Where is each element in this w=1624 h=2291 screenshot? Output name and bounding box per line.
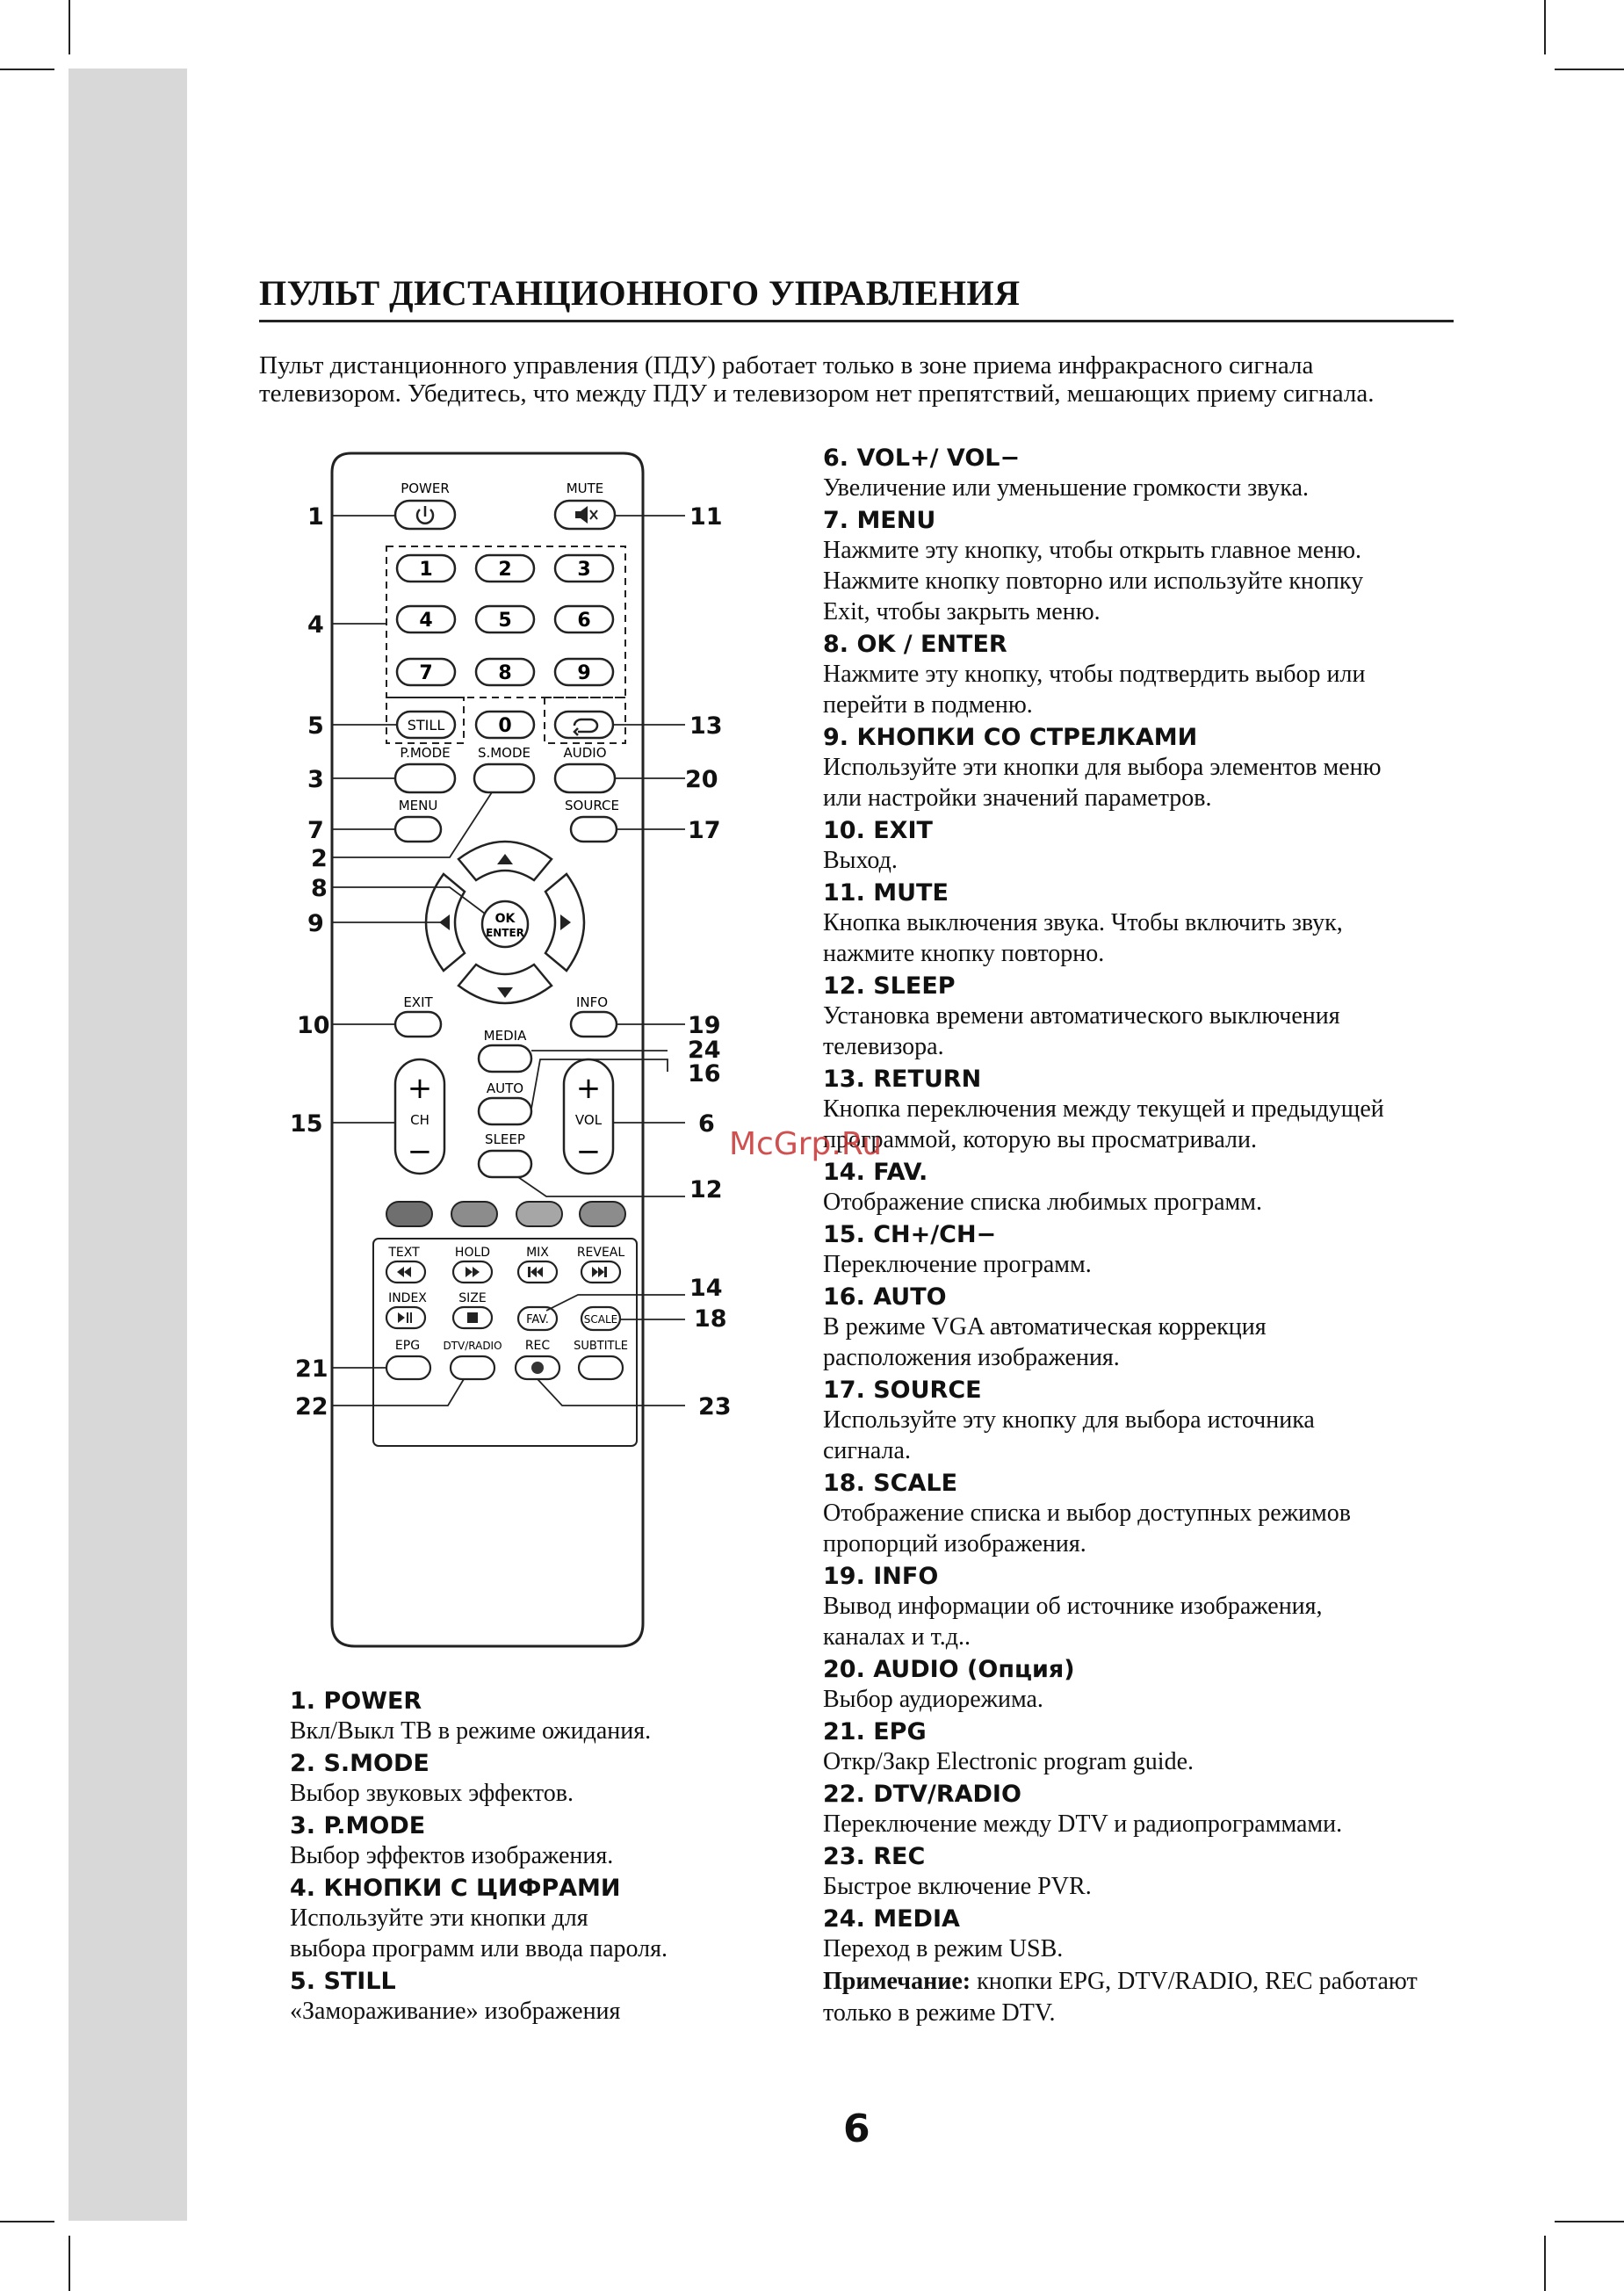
description-heading: 4. КНОПКИ С ЦИФРАМИ [290,1875,621,1902]
description-heading: 6. VOL+/ VOL− [823,444,1021,472]
description-body: Кнопка переключения между текущей и предыдущей программой, которую вы просматривали. [823,1095,1384,1153]
callout-12: 12 [689,1176,723,1203]
digit-6-label: 6 [577,610,591,632]
description-item [823,630,1473,720]
description-heading: 17. SOURCE [823,1377,982,1404]
description-item [823,1283,1473,1373]
epg-button[interactable] [386,1356,430,1379]
description-item [823,1469,1473,1559]
description-body: Вывод информации об источнике изображения, каналах и т.д.. [823,1593,1323,1651]
description-item [290,1967,782,2027]
note-text: кнопки EPG, DTV/RADIO, REC работают только в режиме DTV. [823,1968,1418,2027]
yellow-key[interactable] [516,1202,562,1226]
rec-label: REC [524,1339,551,1353]
crop-mark [1544,2236,1546,2291]
digit-1-label: 1 [419,559,433,581]
description-heading: 5. STILL [290,1968,396,1995]
digit-keys [397,555,613,685]
sleep-label: SLEEP [485,1131,525,1147]
description-heading: 9. КНОПКИ СО СТРЕЛКАМИ [823,724,1198,751]
return-button[interactable] [555,712,613,738]
description-item [823,1562,1473,1652]
callout-20: 20 [685,766,718,793]
size-label: SIZE [458,1291,487,1305]
text-label: TEXT [388,1246,420,1260]
description-item [823,1158,1473,1218]
description-heading: 12. SLEEP [823,972,956,1000]
description-heading: 23. REC [823,1843,926,1870]
red-key[interactable] [386,1202,432,1226]
reveal-label: REVEAL [576,1246,625,1260]
rec-icon [531,1362,544,1374]
description-item [823,1376,1473,1466]
callout-8: 8 [311,875,328,902]
index-label: INDEX [388,1291,427,1305]
callout-10: 10 [297,1012,330,1039]
description-body: Отображение списка и выбор доступных режимов пропорций изображения. [823,1500,1351,1557]
description-item [290,1811,782,1871]
stop-icon [467,1312,478,1323]
still-label: STILL [407,717,445,734]
description-heading: 22. DTV/RADIO [823,1781,1021,1808]
callout-13: 13 [689,712,723,740]
callout-18: 18 [694,1305,727,1333]
description-body: Используйте эту кнопку для выбора источника сигнала. [823,1406,1315,1464]
description-body: Переключение программ. [823,1251,1092,1278]
mute-label: MUTE [566,481,604,496]
description-item [290,1749,782,1809]
power-label: POWER [401,481,450,496]
description-item [823,1842,1473,1902]
digit-5-label: 5 [498,610,512,632]
description-body: Кнопка выключения звука. Чтобы включить звук, нажмите кнопку повторно. [823,909,1343,967]
description-item [823,1655,1473,1715]
description-body: Выбор звуковых эффектов. [290,1780,574,1807]
smode-button[interactable] [474,764,534,792]
description-body: Переключение между DTV и радиопрограммами. [823,1810,1343,1838]
description-body: Выход. [823,847,898,874]
pmode-button[interactable] [395,764,455,792]
mix-label: MIX [526,1246,549,1260]
callout-24: 24 [688,1037,721,1064]
callout-14: 14 [689,1275,723,1302]
pmode-label: P.MODE [400,745,451,761]
description-item [290,1874,782,1964]
ch-plus-label: + [407,1071,433,1106]
description-heading: 24. MEDIA [823,1905,960,1933]
description-body: Откр/Закр Electronic program guide. [823,1748,1195,1775]
epg-label: EPG [394,1339,421,1353]
description-heading: 11. MUTE [823,879,949,907]
callout-21: 21 [295,1355,328,1383]
description-heading: 16. AUTO [823,1283,947,1311]
fav-label: FAV. [526,1313,549,1326]
description-item [823,1065,1473,1155]
title-rule [259,320,1454,322]
note [823,1966,1438,2029]
description-heading: 3. P.MODE [290,1812,426,1839]
digit-9-label: 9 [577,662,591,684]
auto-button[interactable] [479,1098,531,1124]
play-pause-button[interactable] [386,1307,425,1328]
green-key[interactable] [451,1202,497,1226]
description-heading: 2. S.MODE [290,1750,429,1777]
digit-3-label: 3 [577,559,591,581]
description-heading: 15. CH+/CH− [823,1221,997,1248]
callout-4: 4 [307,611,324,639]
source-button[interactable] [571,817,617,842]
source-label: SOURCE [565,798,619,813]
crop-mark [69,2236,70,2291]
description-item [823,723,1473,813]
description-body: Используйте эти кнопки для выбора элементов меню или настройки значений параметров. [823,754,1382,812]
dtv-radio-label: DTV/RADIO [443,1340,502,1352]
callout-19: 19 [688,1012,721,1039]
blue-key[interactable] [580,1202,625,1226]
smode-label: S.MODE [477,745,531,761]
crop-mark [69,0,70,54]
ch-label: CH [410,1112,429,1128]
info-button[interactable] [571,1012,617,1037]
descriptions-left [290,1687,782,2029]
watermark: McGrp.Ru [729,1126,883,1162]
vol-minus-label: − [575,1134,602,1169]
remote-diagram [281,439,738,1669]
callout-9: 9 [307,910,324,937]
crop-mark [0,2221,54,2222]
callout-22: 22 [295,1393,328,1420]
audio-label: AUDIO [563,745,607,761]
vol-label: VOL [574,1112,603,1128]
crop-mark [0,69,54,70]
description-heading: 1. POWER [290,1688,422,1715]
description-body: Нажмите эту кнопку, чтобы подтвердить выбор или перейти в подменю. [823,661,1366,719]
callout-1: 1 [307,503,324,531]
description-item [823,972,1473,1062]
description-item [823,506,1473,627]
description-heading: 21. EPG [823,1718,927,1745]
callout-3: 3 [307,766,324,793]
page-title: ПУЛЬТ ДИСТАНЦИОННОГО УПРАВЛЕНИЯ [259,273,1021,313]
exit-button[interactable] [395,1012,441,1037]
digit-2-label: 2 [498,559,512,581]
description-heading: 18. SCALE [823,1470,958,1497]
description-item [823,1780,1473,1839]
page-number: 6 [843,2107,870,2151]
description-item [823,444,1473,503]
description-body: Выбор аудиорежима. [823,1686,1043,1713]
description-body: Используйте эти кнопки для выбора программ или ввода пароля. [290,1904,668,1962]
description-heading: 14. FAV. [823,1159,928,1186]
callout-2: 2 [311,845,328,872]
digit-0-label: 0 [498,715,512,737]
description-heading: 8. OK / ENTER [823,631,1007,658]
sleep-button[interactable] [479,1151,531,1177]
crop-mark [1555,2221,1624,2222]
intro-text: Пульт дистанционного управления (ПДУ) работает только в зоне приема инфракрасного сигнала телевизором. Убедитесь, что между ПДУ и телевизором нет препятствий, мешающих приему сигнала. [259,351,1375,408]
description-body: Отображение списка любимых программ. [823,1189,1262,1216]
description-heading: 10. EXIT [823,817,933,844]
description-body: Нажмите эту кнопку, чтобы открыть главное меню. Нажмите кнопку повторно или используйте кнопку Exit, чтобы закрыть меню. [823,537,1364,625]
gray-sidebar [69,69,187,2221]
description-body: Выбор эффектов изображения. [290,1842,614,1869]
callout-16: 16 [688,1060,721,1088]
description-body: Переход в режим USB. [823,1935,1064,1962]
callout-11: 11 [689,503,723,531]
description-item [290,1687,782,1746]
description-body: Установка времени автоматического выключения телевизора. [823,1002,1340,1060]
description-body: Быстрое включение PVR. [823,1873,1092,1900]
description-body: Увеличение или уменьшение громкости звука. [823,474,1309,502]
callout-6: 6 [698,1110,715,1138]
media-button[interactable] [479,1045,531,1072]
callout-7: 7 [307,817,324,844]
description-heading: 20. AUDIO (Опция) [823,1656,1075,1683]
vol-plus-label: + [575,1071,602,1106]
description-item [823,1717,1473,1777]
description-item [823,1220,1473,1280]
digit-8-label: 8 [498,662,512,684]
description-heading: 13. RETURN [823,1066,982,1093]
auto-label: AUTO [486,1080,524,1096]
callout-23: 23 [698,1393,732,1420]
info-label: INFO [575,994,609,1010]
description-item [823,878,1473,969]
description-heading: 19. INFO [823,1563,939,1590]
crop-mark [1544,0,1546,54]
description-body: В режиме VGA автоматическая коррекция расположения изображения. [823,1313,1267,1371]
scale-label: SCALE [583,1313,618,1326]
exit-label: EXIT [403,994,433,1010]
crop-mark [1555,69,1624,70]
subtitle-label: SUBTITLE [574,1340,628,1353]
hold-label: HOLD [454,1246,491,1260]
description-body: Вкл/Выкл ТВ в режиме ожидания. [290,1717,652,1745]
description-item [823,816,1473,876]
dtv-radio-button[interactable] [451,1356,494,1379]
description-body: «Замораживание» изображения [290,1998,621,2025]
subtitle-button[interactable] [579,1356,623,1379]
digit-7-label: 7 [419,662,433,684]
descriptions-right [823,444,1473,1967]
menu-label: MENU [398,798,438,813]
description-item [823,1904,1473,1964]
callout-17: 17 [688,817,721,844]
callout-5: 5 [307,712,324,740]
ok-label: OK [494,912,516,926]
audio-button[interactable] [555,764,615,792]
ch-minus-label: − [407,1134,433,1169]
media-label: MEDIA [483,1028,527,1044]
description-heading: 7. MENU [823,507,936,534]
menu-button[interactable] [395,817,441,842]
digit-4-label: 4 [419,610,433,632]
note-label: Примечание: [823,1968,971,1995]
enter-label: ENTER [486,927,524,939]
callout-15: 15 [290,1110,323,1138]
